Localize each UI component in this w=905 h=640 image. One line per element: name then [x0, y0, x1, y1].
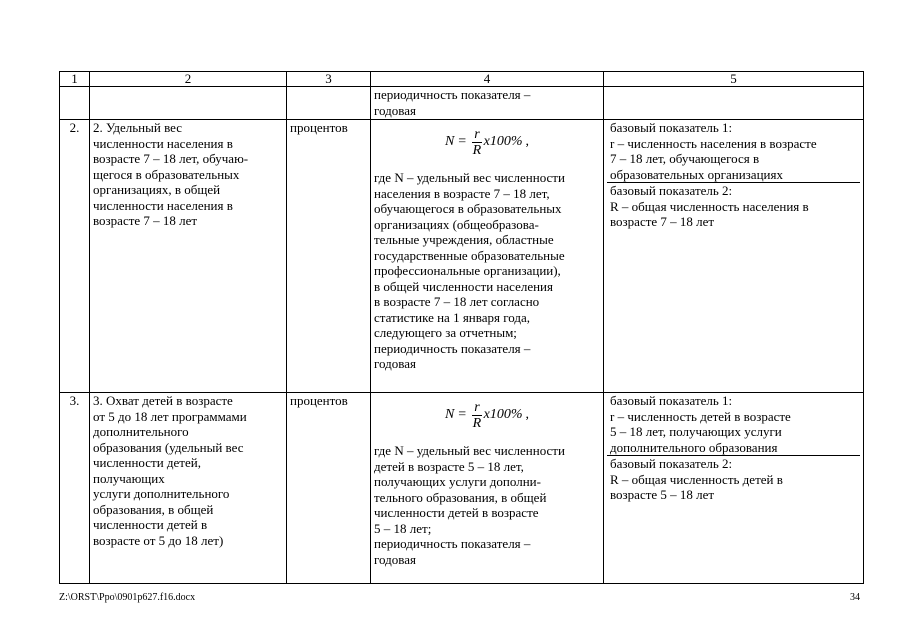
base-indicator-2: базовый показатель 2: R – общая численность населения в возрасте 7 – 18 лет: [610, 183, 809, 229]
header-cell-5: 5: [604, 72, 864, 87]
header-cell-4: 4: [371, 72, 604, 87]
method-cell: [371, 120, 604, 393]
method-text: где N – удельный вес численности населения в возрасте 7 – 18 лет, обучающегося в образовательных организациях (общеобразова- тельные учреждения, областные государственные образовательные профессиональные организации), в общей численности населения в возрасте 7 – 18 лет согласно статистике на 1 января года, следующего за отчетным; периодичность показателя – годовая: [374, 170, 565, 371]
indicator-name: 2. Удельный вес численности населения в возрасте 7 – 18 лет, обучаю- щегося в образовательных организациях, в общей численности населения в возрасте 7 – 18 лет: [90, 120, 287, 393]
formula-lhs: N: [444, 407, 455, 423]
header-cell-1: 1: [60, 72, 90, 87]
formula-rest: x100%: [483, 134, 523, 150]
method-cell: [371, 393, 604, 584]
formula-fraction: [472, 127, 481, 158]
header-cell-3: 3: [287, 72, 371, 87]
formula-rest: x100%: [483, 407, 523, 423]
base-cell: [604, 120, 864, 393]
base-indicator-1: базовый показатель 1: r – численность детей в возрасте 5 – 18 лет, получающих услуги дополнительного образования: [607, 393, 860, 456]
indicator-table: [59, 71, 864, 584]
continuation-row: [60, 87, 864, 120]
formula-denominator: R: [472, 142, 482, 158]
formula-tail: ,: [525, 134, 530, 150]
cont-cell-2: [90, 87, 287, 120]
cont-cell-1: [60, 87, 90, 120]
method-text: где N – удельный вес численности детей в возрасте 5 – 18 лет, получающих услуги дополни- тельного образования, в общей численности детей в возрасте 5 – 18 лет; периодичность показателя – годовая: [374, 443, 565, 567]
formula-lhs: N: [444, 134, 455, 150]
formula-tail: ,: [525, 407, 530, 423]
indicator-name: 3. Охват детей в возрасте от 5 до 18 лет программами дополнительного образования (удельный вес численности детей, получающих услуги дополнительного образования, в общей численности детей в возрасте от 5 до 18 лет): [90, 393, 287, 584]
table-header-row: [60, 72, 864, 87]
base-indicator-2: базовый показатель 2: R – общая численность детей в возрасте 5 – 18 лет: [610, 456, 783, 502]
formula-eq: =: [458, 134, 467, 150]
unit-cell: процентов: [287, 393, 371, 584]
unit-cell: процентов: [287, 120, 371, 393]
row-number: 2.: [60, 120, 90, 393]
cont-method-text: периодичность показателя – годовая: [371, 87, 604, 120]
row-number: 3.: [60, 393, 90, 584]
formula-numerator: r: [474, 126, 480, 142]
header-cell-2: 2: [90, 72, 287, 87]
formula-denominator: R: [472, 415, 482, 431]
formula: [374, 395, 600, 435]
table-row: [60, 393, 864, 584]
formula-fraction: [472, 400, 481, 431]
base-indicator-1: базовый показатель 1: r – численность населения в возрасте 7 – 18 лет, обучающегося в образовательных организациях: [607, 120, 860, 183]
base-cell: [604, 393, 864, 584]
page-number: 34: [850, 592, 860, 603]
cont-cell-3: [287, 87, 371, 120]
formula-eq: =: [458, 407, 467, 423]
formula: [374, 122, 600, 162]
file-path: Z:\ORST\Ppo\0901p627.f16.docx: [59, 592, 196, 603]
formula-numerator: r: [474, 399, 480, 415]
table-row: [60, 120, 864, 393]
cont-cell-5: [604, 87, 864, 120]
